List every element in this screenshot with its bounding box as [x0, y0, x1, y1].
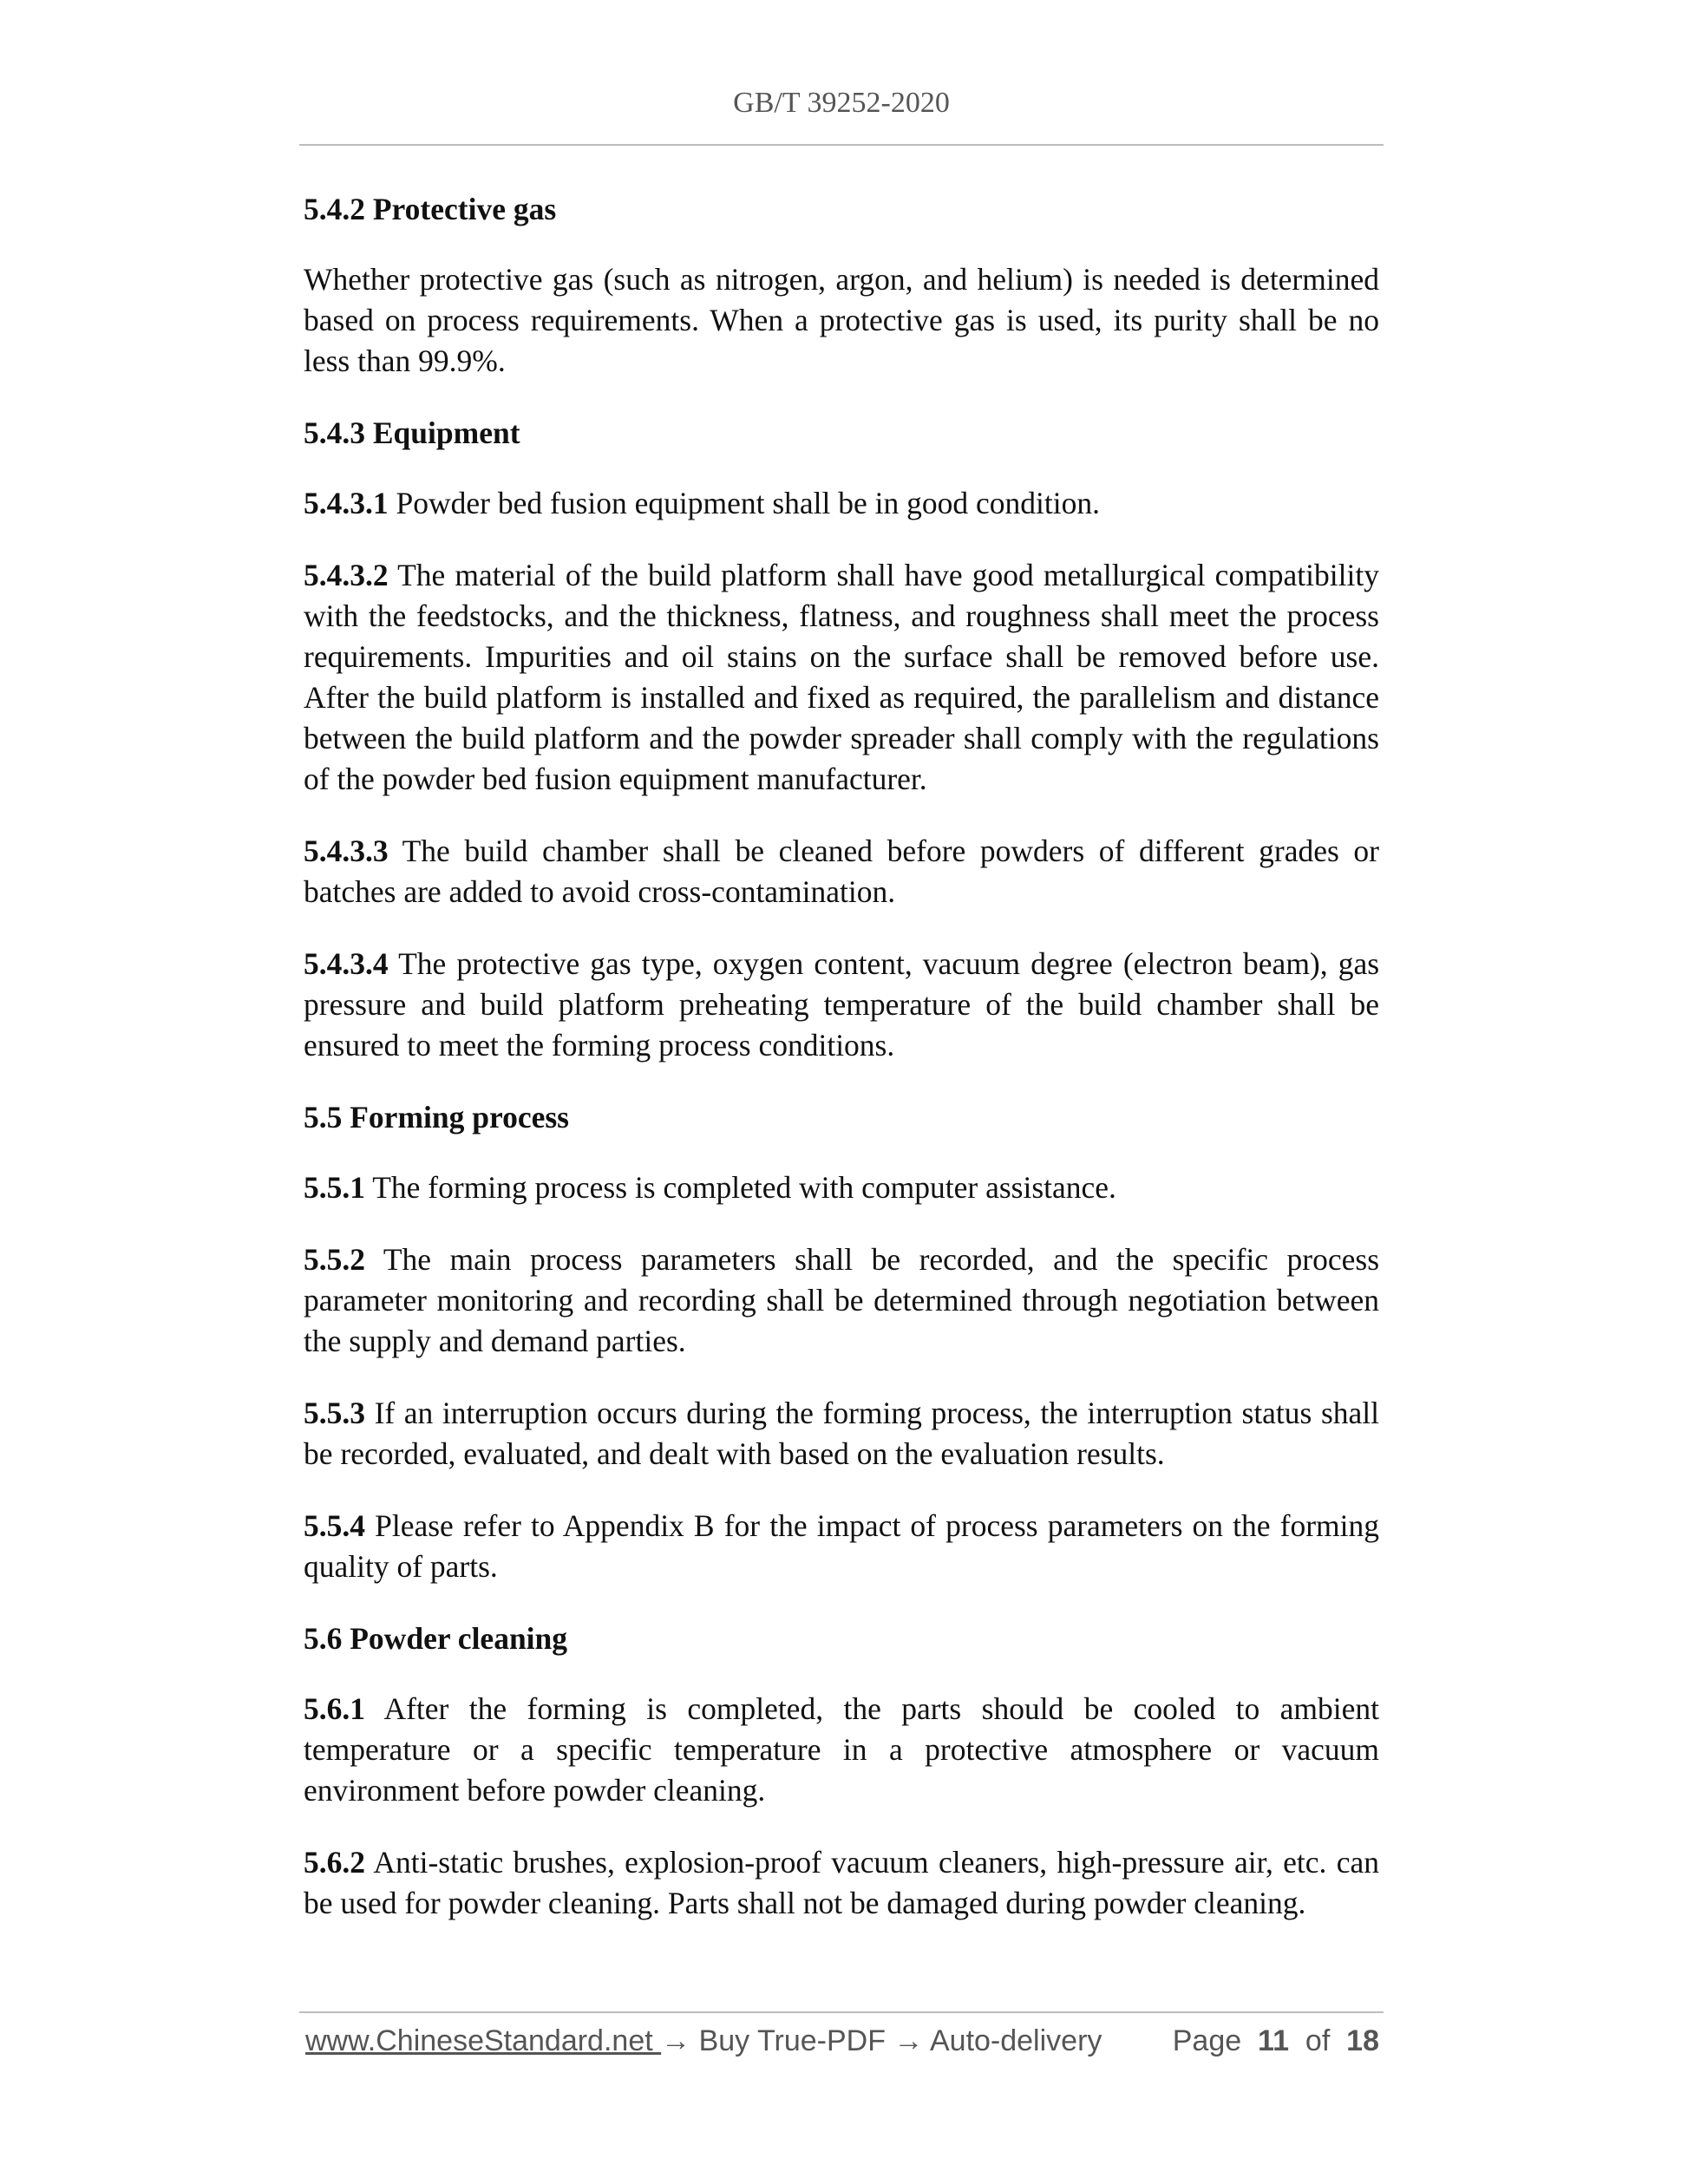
clause-number: 5.5.2 — [304, 1242, 365, 1277]
section-heading: 5.5 Forming process — [304, 1100, 569, 1135]
paragraph — [304, 1689, 1379, 1811]
paragraph — [304, 1239, 1379, 1362]
paragraph-text: After the forming is completed, the parts should be cooled to ambient temperature or a specific temperature in a protective atmosphere or vacuum environment before powder cleaning. — [304, 1691, 1379, 1808]
paragraph — [304, 1506, 1379, 1587]
clause-number: 5.4.3.2 — [304, 558, 389, 592]
section-heading: 5.4.3 Equipment — [304, 415, 520, 450]
clause-number: 5.5.4 — [304, 1508, 365, 1543]
auto-delivery-text: Auto-delivery — [923, 2024, 1102, 2057]
paragraph — [304, 1393, 1379, 1475]
document-header: GB/T 39252-2020 — [733, 87, 950, 119]
clause-number: 5.5.1 — [304, 1170, 365, 1205]
page-total: 18 — [1346, 2024, 1379, 2057]
paragraph-text: Please refer to Appendix B for the impact of process parameters on the forming quality of parts. — [304, 1508, 1379, 1584]
page-current: 11 — [1258, 2024, 1289, 2057]
website-link[interactable]: www.ChineseStandard.net — [305, 2024, 662, 2057]
page-number — [1173, 2024, 1379, 2058]
paragraph-text: The forming process is completed with computer assistance. — [372, 1170, 1116, 1205]
paragraph-text: The build chamber shall be cleaned before powders of different grades or batches are added to avoid cross-contamination. — [304, 834, 1379, 909]
paragraph-text: Powder bed fusion equipment shall be in good condition. — [396, 486, 1100, 520]
paragraph — [304, 831, 1379, 912]
footer-divider — [299, 2011, 1384, 2013]
arrow-right-icon: → — [661, 2024, 691, 2057]
arrow-right-icon: → — [893, 2024, 924, 2057]
paragraph-text: The material of the build platform shall have good metallurgical compatibility with the feedstocks, and the thickness, flatness, and roughness shall meet the process requirements. Impurities and oil stains on the surface shall be removed before use. After the build platform is installed and fixed as required, the parallelism and distance between the build platform and the powder spreader shall comply with the regulations of the powder bed fusion equipment manufacturer. — [304, 558, 1379, 796]
paragraph — [304, 1167, 1379, 1208]
buy-text: Buy True-PDF — [690, 2024, 894, 2057]
clause-number: 5.4.3.1 — [304, 486, 389, 520]
clause-number: 5.4.3.3 — [304, 834, 389, 868]
paragraph-text: Anti-static brushes, explosion-proof vacuum cleaners, high-pressure air, etc. can be used for powder cleaning. Parts shall not be damaged during powder cleaning. — [304, 1845, 1379, 1920]
paragraph-text: Whether protective gas (such as nitrogen, argon, and helium) is needed is determined based on process requirements. When a protective gas is used, its purity shall be no less than 99.9%. — [304, 262, 1379, 378]
paragraph-text: The main process parameters shall be recorded, and the specific process parameter monitoring and recording shall be determined through negotiation between the supply and demand parties. — [304, 1242, 1380, 1358]
paragraph-text: The protective gas type, oxygen content, vacuum degree (electron beam), gas pressure and build platform preheating temperature of the build chamber shall be ensured to meet the forming process conditions. — [304, 946, 1380, 1063]
page-footer — [305, 2024, 1379, 2058]
paragraph-text: If an interruption occurs during the forming process, the interruption status shall be recorded, evaluated, and dealt with based on the evaluation results. — [304, 1396, 1379, 1471]
clause-number: 5.6.2 — [304, 1845, 365, 1880]
clause-number: 5.6.1 — [304, 1691, 365, 1726]
clause-number: 5.5.3 — [304, 1396, 365, 1430]
section-heading: 5.4.2 Protective gas — [304, 192, 557, 226]
page-label: Page — [1172, 2024, 1242, 2057]
paragraph — [304, 944, 1379, 1066]
paragraph — [304, 259, 1379, 382]
paragraph — [304, 555, 1379, 800]
of-label: of — [1305, 2024, 1331, 2057]
clause-number: 5.4.3.4 — [304, 946, 389, 981]
header-divider — [299, 144, 1384, 146]
document-body — [304, 189, 1379, 1955]
paragraph — [304, 483, 1379, 524]
section-heading: 5.6 Powder cleaning — [304, 1621, 568, 1656]
paragraph — [304, 1842, 1379, 1924]
